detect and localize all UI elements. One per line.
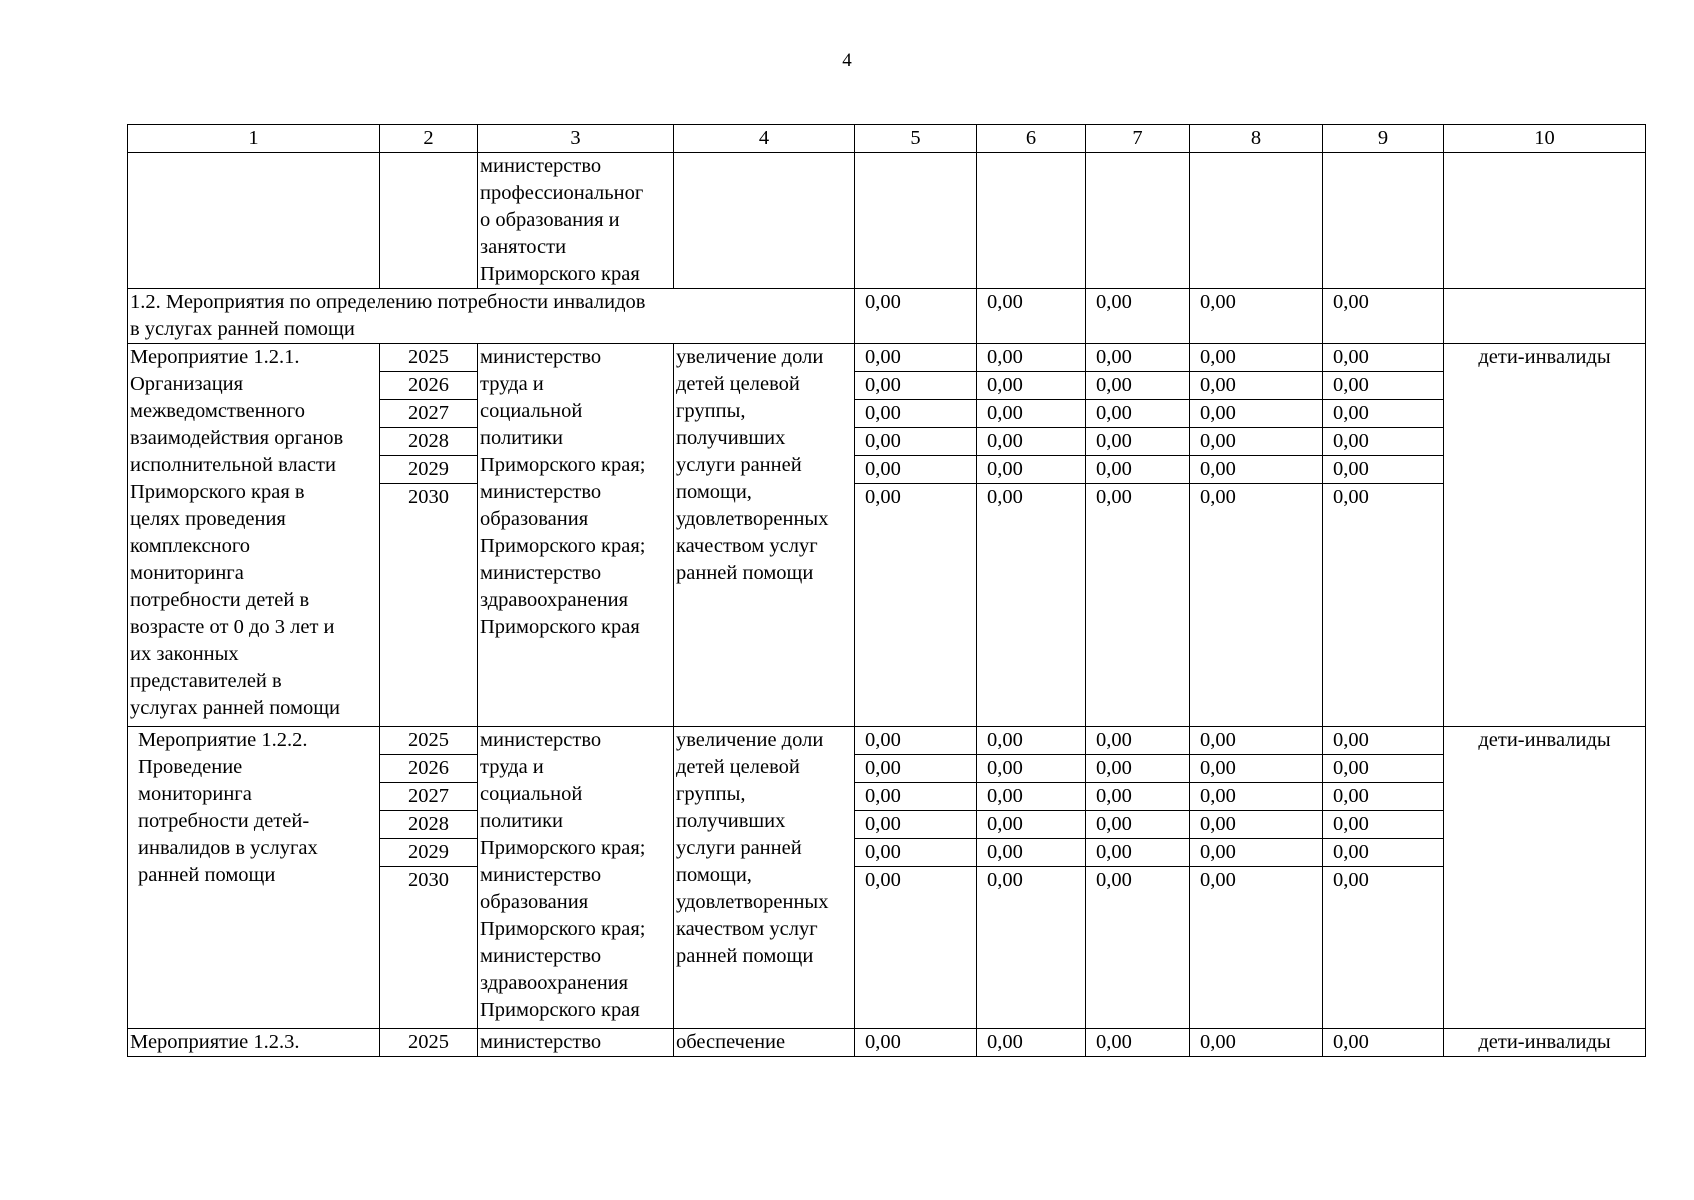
funding-value: 0,00 (855, 755, 977, 783)
executor-cell (478, 727, 674, 1029)
funding-value: 0,00 (1323, 289, 1444, 344)
funding-value: 0,00 (1086, 456, 1190, 484)
executor-line: политики (480, 810, 564, 832)
executor-line: образования (480, 508, 589, 530)
year-cell: 2028 (380, 428, 478, 456)
empty-cell (1323, 153, 1444, 289)
empty-cell (674, 153, 855, 289)
result-line: получивших (676, 810, 786, 832)
funding-value: 0,00 (1190, 344, 1323, 372)
table-body (128, 125, 1646, 1057)
funding-value: 0,00 (1086, 839, 1190, 867)
funding-value: 0,00 (855, 484, 977, 727)
funding-value: 0,00 (1086, 867, 1190, 1029)
funding-value: 0,00 (1190, 372, 1323, 400)
funding-value: 0,00 (1323, 727, 1444, 755)
funding-value: 0,00 (1086, 783, 1190, 811)
funding-value: 0,00 (1086, 428, 1190, 456)
executor-line: министерство (480, 945, 602, 967)
year-cell: 2029 (380, 839, 478, 867)
measure-name-line: межведомственного (130, 400, 305, 422)
executor-line: министерство (480, 729, 602, 751)
result-line: увеличение доли (676, 346, 824, 368)
column-number-row (128, 125, 1646, 153)
result-line: помощи, (676, 481, 752, 503)
funding-value: 0,00 (1323, 783, 1444, 811)
column-number: 3 (478, 125, 674, 153)
funding-value: 0,00 (977, 783, 1086, 811)
executor-line: Приморского края; (480, 454, 646, 476)
year-cell: 2026 (380, 755, 478, 783)
section-title-line: 1.2. Мероприятия по определению потребности инвалидов (130, 291, 646, 313)
target-group: дети-инвалиды (1444, 727, 1646, 1029)
result-line: детей целевой (676, 756, 800, 778)
executor-line: министерство (480, 1031, 602, 1053)
executor-line: министерство (480, 481, 602, 503)
empty-cell (977, 153, 1086, 289)
funding-value: 0,00 (977, 400, 1086, 428)
result-line: удовлетворенных (676, 508, 829, 530)
funding-value: 0,00 (855, 1029, 977, 1057)
measure-name-line: комплексного (130, 535, 250, 557)
program-table (127, 124, 1646, 1057)
funding-value: 0,00 (977, 755, 1086, 783)
empty-cell (1444, 153, 1646, 289)
funding-value: 0,00 (1190, 839, 1323, 867)
executor-cell (478, 344, 674, 727)
year-cell: 2030 (380, 867, 478, 1029)
funding-value: 0,00 (1323, 372, 1444, 400)
funding-value: 0,00 (977, 456, 1086, 484)
funding-value: 0,00 (1323, 867, 1444, 1029)
year-cell: 2028 (380, 811, 478, 839)
funding-value: 0,00 (977, 289, 1086, 344)
measure-name-line: целях проведения (130, 508, 286, 530)
measure-name-line: потребности детей в (130, 589, 310, 611)
executor-line: Приморского края (480, 999, 640, 1021)
funding-value: 0,00 (1190, 783, 1323, 811)
measure-name (128, 727, 380, 1029)
funding-value: 0,00 (1086, 372, 1190, 400)
empty-cell (128, 153, 380, 289)
funding-value: 0,00 (1190, 811, 1323, 839)
funding-value: 0,00 (1323, 811, 1444, 839)
funding-value: 0,00 (855, 400, 977, 428)
funding-value: 0,00 (1323, 839, 1444, 867)
target-group: дети-инвалиды (1444, 344, 1646, 727)
measure-name-line: мониторинга (130, 562, 244, 584)
funding-value: 0,00 (855, 372, 977, 400)
year-cell: 2030 (380, 484, 478, 727)
result-line: помощи, (676, 864, 752, 886)
funding-value: 0,00 (977, 344, 1086, 372)
year-cell: 2029 (380, 456, 478, 484)
executor-line: социальной (480, 400, 583, 422)
year-row (128, 727, 1646, 755)
funding-value: 0,00 (977, 1029, 1086, 1057)
funding-value: 0,00 (1190, 456, 1323, 484)
executor-line: Приморского края; (480, 535, 646, 557)
year-cell: 2025 (380, 1029, 478, 1057)
page-number: 4 (842, 50, 852, 71)
result-line: группы, (676, 783, 746, 805)
column-number: 2 (380, 125, 478, 153)
executor-line: образования (480, 891, 589, 913)
executor-line: политики (480, 427, 564, 449)
measure-name-line: возрасте от 0 до 3 лет и (130, 616, 335, 638)
measure-name-line: потребности детей- (138, 810, 310, 832)
result-cell (674, 727, 855, 1029)
empty-cell (380, 153, 478, 289)
funding-value: 0,00 (1323, 400, 1444, 428)
measure-name-line: инвалидов в услугах (138, 837, 318, 859)
target-group: дети-инвалиды (1444, 1029, 1646, 1057)
year-cell: 2025 (380, 727, 478, 755)
funding-value: 0,00 (977, 372, 1086, 400)
result-line: качеством услуг (676, 918, 818, 940)
measure-name-line: Мероприятие 1.2.2. (138, 729, 308, 751)
result-cell (674, 344, 855, 727)
funding-value: 0,00 (1086, 289, 1190, 344)
funding-value: 0,00 (855, 839, 977, 867)
measure-name-line: Мероприятие 1.2.3. (130, 1031, 300, 1053)
executor-line: здравоохранения (480, 972, 629, 994)
result-cell (674, 1029, 855, 1057)
executor-line: Приморского края (480, 263, 640, 285)
executor-line: социальной (480, 783, 583, 805)
funding-value: 0,00 (855, 783, 977, 811)
result-line: качеством услуг (676, 535, 818, 557)
executor-line: о образования и (480, 209, 620, 231)
measure-name-line: исполнительной власти (130, 454, 336, 476)
measure-name-line: Проведение (138, 756, 243, 778)
result-line: группы, (676, 400, 746, 422)
funding-value: 0,00 (977, 428, 1086, 456)
executor-line: министерство (480, 562, 602, 584)
column-number: 10 (1444, 125, 1646, 153)
measure-name-line: услугах ранней помощи (130, 697, 341, 719)
executor-line: Приморского края; (480, 918, 646, 940)
result-line: получивших (676, 427, 786, 449)
funding-value: 0,00 (855, 867, 977, 1029)
funding-value: 0,00 (855, 344, 977, 372)
funding-value: 0,00 (1190, 428, 1323, 456)
result-line: детей целевой (676, 373, 800, 395)
column-number: 7 (1086, 125, 1190, 153)
funding-value: 0,00 (855, 289, 977, 344)
executor-line: профессиональног (480, 182, 644, 204)
funding-value: 0,00 (977, 867, 1086, 1029)
funding-value: 0,00 (1086, 484, 1190, 727)
funding-value: 0,00 (1190, 755, 1323, 783)
funding-value: 0,00 (1190, 727, 1323, 755)
funding-value: 0,00 (855, 456, 977, 484)
funding-value: 0,00 (1190, 484, 1323, 727)
executor-line: Приморского края (480, 616, 640, 638)
funding-value: 0,00 (977, 727, 1086, 755)
empty-cell (1190, 153, 1323, 289)
executor-line: министерство (480, 346, 602, 368)
measure-name-line: ранней помощи (138, 864, 276, 886)
funding-value: 0,00 (1086, 755, 1190, 783)
measure-name-line: их законных (130, 643, 239, 665)
funding-value: 0,00 (1323, 428, 1444, 456)
section-row (128, 289, 1646, 344)
result-line: услуги ранней (676, 454, 802, 476)
funding-value: 0,00 (855, 811, 977, 839)
funding-value: 0,00 (1190, 289, 1323, 344)
measure-name-line: мониторинга (138, 783, 252, 805)
empty-cell (855, 153, 977, 289)
funding-value: 0,00 (1323, 456, 1444, 484)
funding-value: 0,00 (1323, 755, 1444, 783)
funding-value: 0,00 (1086, 400, 1190, 428)
executor-cell (478, 153, 674, 289)
executor-line: занятости (480, 236, 567, 258)
funding-value: 0,00 (855, 727, 977, 755)
column-number: 4 (674, 125, 855, 153)
measure-name-line: Приморского края в (130, 481, 305, 503)
executor-line: труда и (480, 756, 544, 778)
funding-value: 0,00 (1086, 344, 1190, 372)
result-line: услуги ранней (676, 837, 802, 859)
executor-line: министерство (480, 155, 602, 177)
funding-value: 0,00 (1086, 1029, 1190, 1057)
target-cell (1444, 289, 1646, 344)
funding-value: 0,00 (977, 484, 1086, 727)
year-row (128, 1029, 1646, 1057)
funding-value: 0,00 (1323, 344, 1444, 372)
executor-line: здравоохранения (480, 589, 629, 611)
measure-name-line: Организация (130, 373, 244, 395)
measure-name (128, 1029, 380, 1057)
measure-name-line: представителей в (130, 670, 282, 692)
funding-value: 0,00 (977, 839, 1086, 867)
empty-cell (1086, 153, 1190, 289)
executor-cell (478, 1029, 674, 1057)
measure-name-line: взаимодействия органов (130, 427, 344, 449)
measure-name-line: Мероприятие 1.2.1. (130, 346, 300, 368)
executor-line: министерство (480, 864, 602, 886)
executor-line: труда и (480, 373, 544, 395)
section-title (128, 289, 855, 344)
funding-value: 0,00 (855, 428, 977, 456)
funding-value: 0,00 (1086, 811, 1190, 839)
year-cell: 2025 (380, 344, 478, 372)
funding-value: 0,00 (977, 811, 1086, 839)
result-line: обеспечение (676, 1031, 786, 1053)
funding-value: 0,00 (1323, 484, 1444, 727)
measure-name (128, 344, 380, 727)
funding-value: 0,00 (1190, 867, 1323, 1029)
year-row (128, 344, 1646, 372)
year-cell: 2026 (380, 372, 478, 400)
column-number: 9 (1323, 125, 1444, 153)
result-line: ранней помощи (676, 562, 814, 584)
continuation-row (128, 153, 1646, 289)
funding-value: 0,00 (1190, 1029, 1323, 1057)
result-line: ранней помощи (676, 945, 814, 967)
column-number: 8 (1190, 125, 1323, 153)
column-number: 6 (977, 125, 1086, 153)
column-number: 5 (855, 125, 977, 153)
funding-value: 0,00 (1190, 400, 1323, 428)
result-line: удовлетворенных (676, 891, 829, 913)
result-line: увеличение доли (676, 729, 824, 751)
funding-value: 0,00 (1323, 1029, 1444, 1057)
year-cell: 2027 (380, 783, 478, 811)
funding-value: 0,00 (1086, 727, 1190, 755)
column-number: 1 (128, 125, 380, 153)
year-cell: 2027 (380, 400, 478, 428)
executor-line: Приморского края; (480, 837, 646, 859)
section-title-line: в услугах ранней помощи (130, 318, 355, 340)
